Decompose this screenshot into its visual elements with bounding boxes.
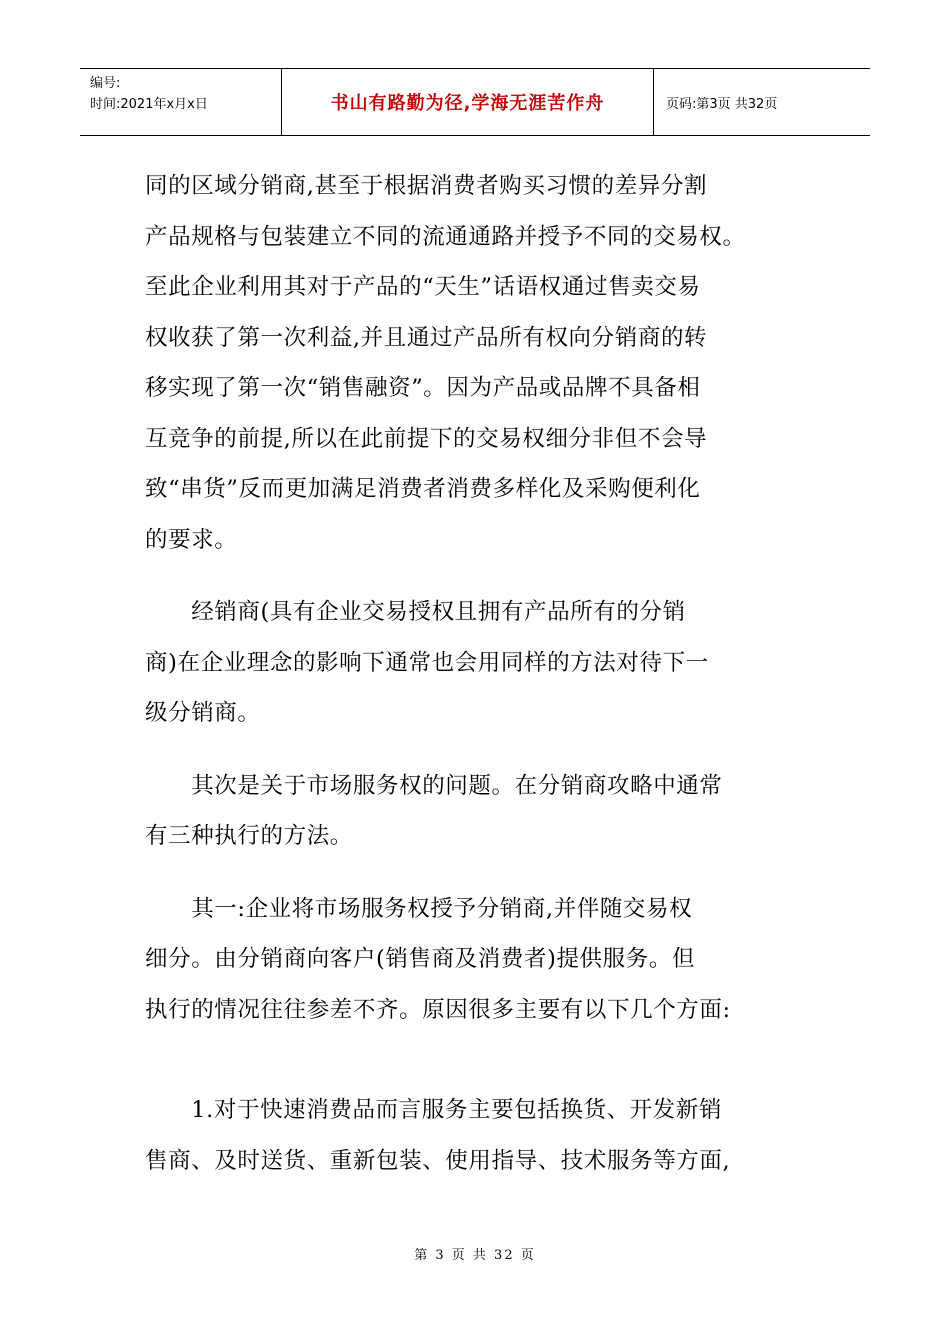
header-page-info: 页码:第3页 共32页 bbox=[666, 96, 778, 112]
body-line: 移实现了第一次“销售融资”。因为产品或品牌不具备相 bbox=[145, 375, 701, 401]
body-line: 1.对于快速消费品而言服务主要包括换货、开发新销 bbox=[145, 1097, 723, 1123]
body-line: 产品规格与包装建立不同的流通通路并授予不同的交易权。 bbox=[145, 223, 746, 250]
body-line: 有三种执行的方法。 bbox=[145, 823, 353, 849]
body-line: 经销商(具有企业交易授权且拥有产品所有的分销 bbox=[145, 599, 686, 625]
header-meta bbox=[80, 69, 282, 135]
document-body bbox=[145, 161, 805, 1186]
body-line: 商)在企业理念的影响下通常也会用同样的方法对待下一 bbox=[145, 649, 709, 676]
body-line: 同的区域分销商,甚至于根据消费者购买习惯的差异分割 bbox=[145, 173, 708, 199]
body-line: 其次是关于市场服务权的问题。在分销商攻略中通常 bbox=[145, 772, 723, 799]
paragraph-gap bbox=[145, 862, 805, 884]
body-line: 互竞争的前提,所以在此前提下的交易权细分非但不会导 bbox=[145, 425, 708, 452]
document-time-label: 时间:2021年x月x日 bbox=[90, 97, 208, 112]
body-line: 的要求。 bbox=[145, 526, 238, 553]
paragraph-gap bbox=[145, 739, 805, 761]
paragraph-gap bbox=[145, 565, 805, 587]
body-line: 售商、及时送货、重新包装、使用指导、技术服务等方面, bbox=[145, 1147, 731, 1174]
document-number-label: 编号: bbox=[90, 76, 121, 91]
document-header bbox=[80, 68, 870, 136]
body-line: 致“串货”反而更加满足消费者消费多样化及采购便利化 bbox=[145, 476, 701, 502]
page-footer: 第 3 页 共 32 页 bbox=[414, 1248, 536, 1263]
body-line: 执行的情况往往参差不齐。原因很多主要有以下几个方面: bbox=[145, 996, 731, 1023]
paragraph-gap bbox=[145, 1035, 805, 1085]
body-line: 权收获了第一次利益,并且通过产品所有权向分销商的转 bbox=[145, 324, 708, 351]
body-line: 级分销商。 bbox=[145, 700, 261, 726]
body-line: 其一:企业将市场服务权授予分销商,并伴随交易权 bbox=[145, 895, 693, 922]
header-motto: 书山有路勤为径,学海无涯苦作舟 bbox=[282, 69, 654, 135]
body-line: 细分。由分销商向客户(销售商及消费者)提供服务。但 bbox=[145, 946, 696, 972]
body-line: 至此企业利用其对于产品的“天生”话语权通过售卖交易 bbox=[145, 274, 701, 300]
